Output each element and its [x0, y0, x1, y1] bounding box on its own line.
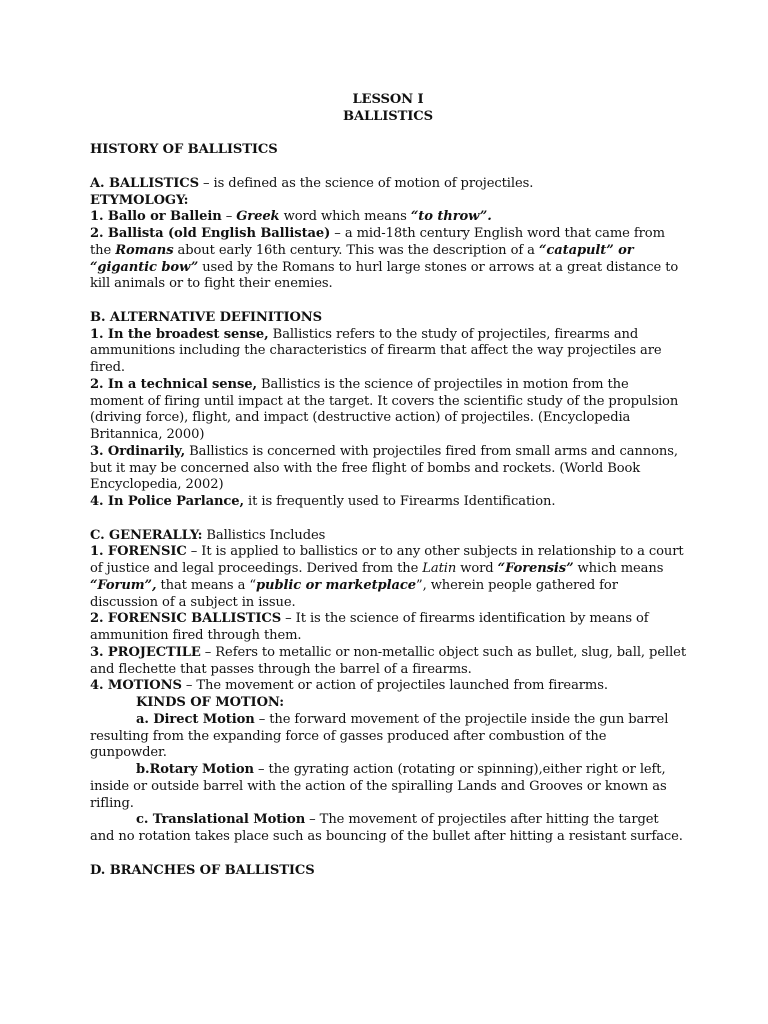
lesson-number: LESSON I	[352, 92, 424, 107]
etymology-label: ETYMOLOGY:	[90, 192, 189, 208]
definition-item-4: 4. In Police Parlance, it is frequently used to Firearms Identification.	[90, 494, 556, 509]
motion-item-a: a. Direct Motion – the forward movement of the projectile inside the gun barrel resulting from the expanding force of gasses produced after combustion of the gunpowder.	[90, 711, 669, 761]
generally-item-4: 4. MOTIONS – The movement or action of projectiles launched from firearms.	[90, 678, 608, 694]
generally-item-3: 3. PROJECTILE – Refers to metallic or non-metallic object such as bullet, slug, ball, pellet and flechette that passes through the barrel of a firearms.	[90, 644, 686, 677]
generally-heading: C. GENERALLY: Ballistics Includes	[90, 527, 326, 543]
definition-item-2: 2. In a technical sense, Ballistics is the science of projectiles in motion from the moment of firing until impact at the target. It covers the scientific study of the propulsion (driving force), flight, and impact (destructive action) of projectiles. (Encyclopedia Britannica, 2000)	[90, 376, 679, 442]
definition-item-3: 3. Ordinarily, Ballistics is concerned with projectiles fired from small arms and cannons, but it may be concerned also with the free flight of bombs and rockets. (World Book Encyclopedia, 2002)	[90, 443, 678, 493]
alternative-definitions-heading: B. ALTERNATIVE DEFINITIONS	[90, 309, 323, 325]
lesson-title: BALLISTICS	[343, 108, 433, 124]
branches-heading: D. BRANCHES OF BALLISTICS	[90, 862, 315, 878]
ballistics-definition: A. BALLISTICS – is defined as the science of motion of projectiles.	[90, 175, 534, 191]
history-heading: HISTORY OF BALLISTICS	[90, 142, 278, 158]
definition-item-1: 1. In the broadest sense, Ballistics refers to the study of projectiles, firearms and ammunitions including the characteristics of firearm that affect the way projectiles are fired.	[90, 326, 662, 375]
motion-item-b: b.Rotary Motion – the gyrating action (rotating or spinning),either right or left, inside or outside barrel with the action of the spiralling Lands and Grooves or known as rifling.	[90, 762, 667, 811]
etymology-item-1: 1. Ballo or Ballein – Greek word which means “to throw”.	[90, 209, 492, 225]
kinds-of-motion-label: KINDS OF MOTION:	[136, 695, 285, 710]
document-body	[90, 92, 686, 879]
etymology-item-2: 2. Ballista (old English Ballistae) – a mid-18th century English word that came from the Romans about early 16th century. This was the description of a “catapult” or “gigantic bow” used by the Romans to hurl large stones or arrows at a great distance to kill animals or to fight their enemies.	[90, 226, 679, 292]
motion-item-c: c. Translational Motion – The movement of projectiles after hitting the target and no rotation takes place such as bouncing of the bullet after hitting a resistant surface.	[90, 812, 683, 844]
generally-item-2: 2. FORENSIC BALLISTICS – It is the science of firearms identification by means of ammunition fired through them.	[90, 611, 649, 643]
ballistics-term: A. BALLISTICS	[90, 175, 199, 191]
generally-item-1: 1. FORENSIC – It is applied to ballistics or to any other subjects in relationship to a court of justice and legal proceedings. Derived from the Latin word “Forensis” which means “Forum”, that means a “public or marketplace”, wherein people gathered for discussion of a subject in issue.	[90, 544, 684, 610]
